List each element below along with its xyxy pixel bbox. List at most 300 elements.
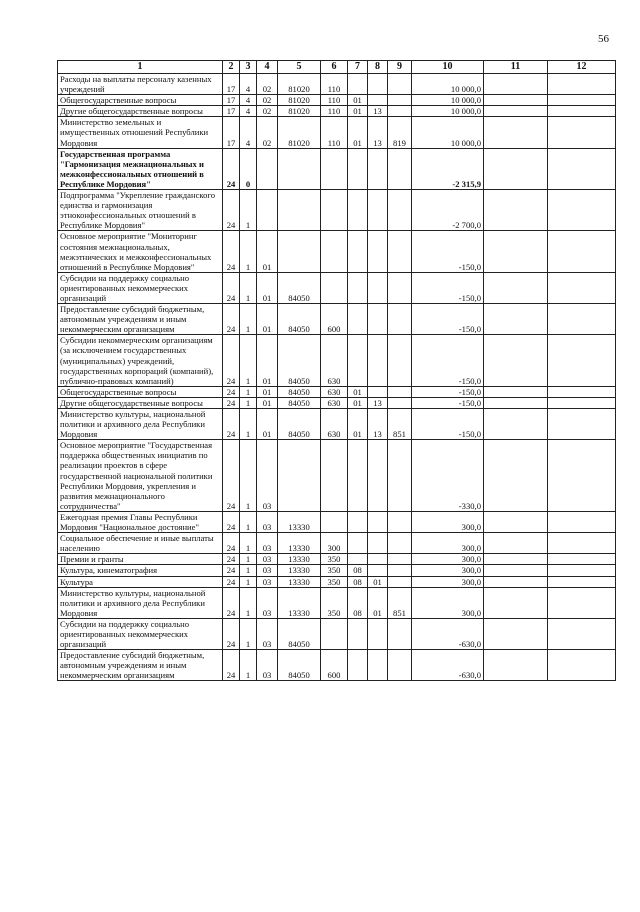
column-8-cell xyxy=(368,533,388,554)
column-header: 2 xyxy=(223,61,240,74)
column-12-cell xyxy=(548,440,616,512)
amount-cell: 10 000,0 xyxy=(412,74,484,95)
column-6-cell: 350 xyxy=(321,576,348,587)
column-3-cell: 1 xyxy=(240,231,257,272)
column-9-cell xyxy=(388,565,412,576)
column-11-cell xyxy=(484,231,548,272)
column-8-cell: 01 xyxy=(368,587,388,618)
column-2-cell: 24 xyxy=(223,587,240,618)
column-8-cell xyxy=(368,272,388,303)
column-7-cell: 08 xyxy=(348,587,368,618)
row-name: Премии и гранты xyxy=(58,554,223,565)
row-name: Субсидии на поддержку социально ориентированных некоммерческих организаций xyxy=(58,272,223,303)
column-4-cell: 01 xyxy=(257,386,278,397)
column-11-cell xyxy=(484,511,548,532)
row-name: Предоставление субсидий бюджетным, автономным учреждениям и иным некоммерческим организациям xyxy=(58,650,223,681)
column-2-cell: 17 xyxy=(223,95,240,106)
column-7-cell xyxy=(348,190,368,231)
column-12-cell xyxy=(548,533,616,554)
column-5-cell xyxy=(278,440,321,512)
column-4-cell: 02 xyxy=(257,106,278,117)
column-9-cell xyxy=(388,618,412,649)
column-12-cell xyxy=(548,304,616,335)
column-6-cell xyxy=(321,511,348,532)
amount-cell: -150,0 xyxy=(412,231,484,272)
column-2-cell: 24 xyxy=(223,304,240,335)
row-name: Субсидии на поддержку социально ориентированных некоммерческих организаций xyxy=(58,618,223,649)
column-4-cell xyxy=(257,190,278,231)
column-8-cell xyxy=(368,190,388,231)
amount-cell: -330,0 xyxy=(412,440,484,512)
column-8-cell: 13 xyxy=(368,397,388,408)
column-9-cell xyxy=(388,650,412,681)
column-8-cell xyxy=(368,304,388,335)
column-9-cell xyxy=(388,397,412,408)
column-header: 4 xyxy=(257,61,278,74)
column-4-cell xyxy=(257,148,278,189)
column-5-cell: 84050 xyxy=(278,650,321,681)
column-11-cell xyxy=(484,304,548,335)
column-6-cell xyxy=(321,440,348,512)
column-7-cell: 01 xyxy=(348,117,368,148)
column-7-cell xyxy=(348,148,368,189)
column-3-cell: 1 xyxy=(240,587,257,618)
column-11-cell xyxy=(484,618,548,649)
column-4-cell: 03 xyxy=(257,511,278,532)
column-2-cell: 24 xyxy=(223,576,240,587)
column-5-cell: 13330 xyxy=(278,587,321,618)
column-8-cell xyxy=(368,386,388,397)
column-8-cell xyxy=(368,565,388,576)
column-6-cell: 630 xyxy=(321,409,348,440)
column-11-cell xyxy=(484,533,548,554)
table-row xyxy=(58,272,616,303)
column-2-cell: 24 xyxy=(223,565,240,576)
column-11-cell xyxy=(484,117,548,148)
column-11-cell xyxy=(484,565,548,576)
column-5-cell: 13330 xyxy=(278,554,321,565)
column-12-cell xyxy=(548,511,616,532)
column-12-cell xyxy=(548,272,616,303)
column-9-cell xyxy=(388,272,412,303)
column-6-cell: 300 xyxy=(321,533,348,554)
column-2-cell: 24 xyxy=(223,440,240,512)
column-2-cell: 24 xyxy=(223,511,240,532)
column-8-cell xyxy=(368,231,388,272)
column-11-cell xyxy=(484,106,548,117)
column-5-cell xyxy=(278,190,321,231)
column-header: 6 xyxy=(321,61,348,74)
column-7-cell: 08 xyxy=(348,576,368,587)
column-12-cell xyxy=(548,190,616,231)
table-row xyxy=(58,74,616,95)
column-6-cell: 110 xyxy=(321,117,348,148)
column-11-cell xyxy=(484,272,548,303)
column-8-cell xyxy=(368,650,388,681)
table-row xyxy=(58,190,616,231)
column-5-cell xyxy=(278,148,321,189)
column-2-cell: 17 xyxy=(223,117,240,148)
budget-table xyxy=(57,60,616,681)
column-7-cell xyxy=(348,554,368,565)
column-8-cell xyxy=(368,440,388,512)
column-8-cell: 13 xyxy=(368,106,388,117)
column-2-cell: 24 xyxy=(223,618,240,649)
column-6-cell: 350 xyxy=(321,554,348,565)
column-12-cell xyxy=(548,148,616,189)
column-4-cell: 01 xyxy=(257,304,278,335)
column-7-cell xyxy=(348,618,368,649)
column-6-cell: 630 xyxy=(321,386,348,397)
column-7-cell xyxy=(348,533,368,554)
column-8-cell xyxy=(368,148,388,189)
column-3-cell: 1 xyxy=(240,618,257,649)
table-row xyxy=(58,397,616,408)
column-4-cell: 03 xyxy=(257,587,278,618)
column-header: 12 xyxy=(548,61,616,74)
column-8-cell xyxy=(368,554,388,565)
column-4-cell: 02 xyxy=(257,117,278,148)
column-4-cell: 03 xyxy=(257,565,278,576)
column-12-cell xyxy=(548,74,616,95)
column-5-cell: 81020 xyxy=(278,117,321,148)
table-row xyxy=(58,148,616,189)
row-name: Общегосударственные вопросы xyxy=(58,386,223,397)
column-11-cell xyxy=(484,576,548,587)
column-5-cell: 81020 xyxy=(278,95,321,106)
amount-cell: -2 315,9 xyxy=(412,148,484,189)
column-4-cell: 01 xyxy=(257,335,278,386)
column-3-cell: 4 xyxy=(240,95,257,106)
column-6-cell: 630 xyxy=(321,335,348,386)
column-12-cell xyxy=(548,386,616,397)
column-4-cell: 01 xyxy=(257,409,278,440)
amount-cell: -150,0 xyxy=(412,335,484,386)
column-5-cell: 13330 xyxy=(278,511,321,532)
table-row xyxy=(58,554,616,565)
column-header: 9 xyxy=(388,61,412,74)
column-4-cell: 01 xyxy=(257,272,278,303)
column-7-cell: 01 xyxy=(348,386,368,397)
row-name: Субсидии некоммерческим организациям (за исключением государственных (муниципальных) учреждений, государственных корпораций (компаний), публично-правовых компаний) xyxy=(58,335,223,386)
column-11-cell xyxy=(484,335,548,386)
row-name: Другие общегосударственные вопросы xyxy=(58,397,223,408)
amount-cell: 300,0 xyxy=(412,554,484,565)
amount-cell: 10 000,0 xyxy=(412,95,484,106)
column-2-cell: 24 xyxy=(223,148,240,189)
column-9-cell xyxy=(388,576,412,587)
row-name: Министерство культуры, национальной политики и архивного дела Республики Мордовия xyxy=(58,409,223,440)
table-row xyxy=(58,576,616,587)
column-2-cell: 24 xyxy=(223,335,240,386)
column-8-cell xyxy=(368,74,388,95)
column-2-cell: 17 xyxy=(223,106,240,117)
column-5-cell: 84050 xyxy=(278,386,321,397)
column-6-cell: 600 xyxy=(321,304,348,335)
table-row xyxy=(58,565,616,576)
column-6-cell: 600 xyxy=(321,650,348,681)
column-12-cell xyxy=(548,231,616,272)
column-2-cell: 24 xyxy=(223,190,240,231)
column-2-cell: 24 xyxy=(223,554,240,565)
column-7-cell xyxy=(348,511,368,532)
column-9-cell xyxy=(388,74,412,95)
column-11-cell xyxy=(484,554,548,565)
table-row xyxy=(58,409,616,440)
table-row xyxy=(58,587,616,618)
table-row xyxy=(58,95,616,106)
column-3-cell: 1 xyxy=(240,650,257,681)
column-4-cell: 03 xyxy=(257,576,278,587)
table-row xyxy=(58,304,616,335)
column-2-cell: 24 xyxy=(223,650,240,681)
column-3-cell: 1 xyxy=(240,511,257,532)
column-6-cell: 350 xyxy=(321,587,348,618)
column-9-cell: 851 xyxy=(388,409,412,440)
amount-cell: 300,0 xyxy=(412,587,484,618)
row-name: Социальное обеспечение и иные выплаты населению xyxy=(58,533,223,554)
column-5-cell xyxy=(278,231,321,272)
column-5-cell: 13330 xyxy=(278,576,321,587)
amount-cell: -150,0 xyxy=(412,397,484,408)
column-4-cell: 03 xyxy=(257,554,278,565)
column-11-cell xyxy=(484,148,548,189)
column-12-cell xyxy=(548,587,616,618)
column-4-cell: 02 xyxy=(257,74,278,95)
column-3-cell: 4 xyxy=(240,74,257,95)
column-7-cell: 01 xyxy=(348,95,368,106)
column-12-cell xyxy=(548,335,616,386)
column-5-cell: 13330 xyxy=(278,565,321,576)
column-7-cell xyxy=(348,231,368,272)
column-header: 5 xyxy=(278,61,321,74)
amount-cell: -150,0 xyxy=(412,304,484,335)
column-7-cell xyxy=(348,650,368,681)
column-7-cell xyxy=(348,440,368,512)
row-name: Культура xyxy=(58,576,223,587)
column-header: 1 xyxy=(58,61,223,74)
column-header: 10 xyxy=(412,61,484,74)
column-5-cell: 84050 xyxy=(278,397,321,408)
column-9-cell xyxy=(388,190,412,231)
column-12-cell xyxy=(548,95,616,106)
column-12-cell xyxy=(548,618,616,649)
column-5-cell: 84050 xyxy=(278,272,321,303)
column-9-cell xyxy=(388,386,412,397)
column-5-cell: 81020 xyxy=(278,74,321,95)
column-9-cell xyxy=(388,533,412,554)
column-9-cell: 819 xyxy=(388,117,412,148)
column-9-cell xyxy=(388,231,412,272)
column-5-cell: 84050 xyxy=(278,304,321,335)
column-2-cell: 17 xyxy=(223,74,240,95)
row-name: Ежегодная премия Главы Республики Мордовия "Национальное достояние" xyxy=(58,511,223,532)
column-6-cell xyxy=(321,148,348,189)
table-row xyxy=(58,231,616,272)
column-3-cell: 1 xyxy=(240,386,257,397)
column-11-cell xyxy=(484,587,548,618)
column-header: 8 xyxy=(368,61,388,74)
table-row xyxy=(58,106,616,117)
column-5-cell: 81020 xyxy=(278,106,321,117)
column-9-cell xyxy=(388,95,412,106)
column-9-cell xyxy=(388,440,412,512)
column-12-cell xyxy=(548,565,616,576)
column-5-cell: 13330 xyxy=(278,533,321,554)
column-9-cell xyxy=(388,148,412,189)
column-3-cell: 1 xyxy=(240,190,257,231)
column-9-cell xyxy=(388,304,412,335)
column-6-cell xyxy=(321,231,348,272)
column-6-cell xyxy=(321,618,348,649)
table-row xyxy=(58,618,616,649)
column-7-cell: 08 xyxy=(348,565,368,576)
column-7-cell: 01 xyxy=(348,397,368,408)
column-3-cell: 1 xyxy=(240,272,257,303)
column-2-cell: 24 xyxy=(223,231,240,272)
column-12-cell xyxy=(548,409,616,440)
column-9-cell xyxy=(388,106,412,117)
column-2-cell: 24 xyxy=(223,397,240,408)
column-8-cell: 13 xyxy=(368,409,388,440)
column-8-cell xyxy=(368,511,388,532)
amount-cell: -150,0 xyxy=(412,386,484,397)
amount-cell: 10 000,0 xyxy=(412,117,484,148)
table-row xyxy=(58,386,616,397)
amount-cell: -630,0 xyxy=(412,650,484,681)
column-11-cell xyxy=(484,74,548,95)
column-7-cell xyxy=(348,74,368,95)
column-11-cell xyxy=(484,95,548,106)
column-8-cell xyxy=(368,95,388,106)
amount-cell: -150,0 xyxy=(412,409,484,440)
column-2-cell: 24 xyxy=(223,409,240,440)
column-8-cell: 01 xyxy=(368,576,388,587)
amount-cell: 300,0 xyxy=(412,565,484,576)
amount-cell: -150,0 xyxy=(412,272,484,303)
column-7-cell: 01 xyxy=(348,106,368,117)
column-6-cell xyxy=(321,272,348,303)
column-3-cell: 1 xyxy=(240,533,257,554)
column-11-cell xyxy=(484,386,548,397)
row-name: Основное мероприятие "Мониторинг состояния межнациональных, межэтнических и межконфессиональных отношений в Республике Мордовия" xyxy=(58,231,223,272)
column-11-cell xyxy=(484,190,548,231)
row-name: Другие общегосударственные вопросы xyxy=(58,106,223,117)
column-3-cell: 1 xyxy=(240,565,257,576)
row-name: Культура, кинематография xyxy=(58,565,223,576)
column-header: 3 xyxy=(240,61,257,74)
table-row xyxy=(58,511,616,532)
column-5-cell: 84050 xyxy=(278,409,321,440)
column-7-cell xyxy=(348,335,368,386)
row-name: Предоставление субсидий бюджетным, автономным учреждениям и иным некоммерческим организациям xyxy=(58,304,223,335)
column-3-cell: 1 xyxy=(240,576,257,587)
column-9-cell xyxy=(388,554,412,565)
row-name: Общегосударственные вопросы xyxy=(58,95,223,106)
column-12-cell xyxy=(548,117,616,148)
column-3-cell: 4 xyxy=(240,117,257,148)
column-11-cell xyxy=(484,409,548,440)
column-3-cell: 0 xyxy=(240,148,257,189)
table-row xyxy=(58,533,616,554)
amount-cell: 300,0 xyxy=(412,576,484,587)
column-12-cell xyxy=(548,554,616,565)
column-6-cell: 110 xyxy=(321,95,348,106)
column-7-cell xyxy=(348,304,368,335)
amount-cell: -2 700,0 xyxy=(412,190,484,231)
column-9-cell xyxy=(388,335,412,386)
column-12-cell xyxy=(548,397,616,408)
column-8-cell xyxy=(368,618,388,649)
column-header: 7 xyxy=(348,61,368,74)
column-8-cell xyxy=(368,335,388,386)
column-6-cell: 110 xyxy=(321,106,348,117)
column-4-cell: 03 xyxy=(257,650,278,681)
column-6-cell: 110 xyxy=(321,74,348,95)
column-header: 11 xyxy=(484,61,548,74)
column-3-cell: 1 xyxy=(240,304,257,335)
column-9-cell: 851 xyxy=(388,587,412,618)
column-6-cell: 630 xyxy=(321,397,348,408)
column-7-cell: 01 xyxy=(348,409,368,440)
amount-cell: 10 000,0 xyxy=(412,106,484,117)
amount-cell: 300,0 xyxy=(412,533,484,554)
column-4-cell: 03 xyxy=(257,533,278,554)
column-2-cell: 24 xyxy=(223,533,240,554)
column-5-cell: 84050 xyxy=(278,335,321,386)
column-9-cell xyxy=(388,511,412,532)
row-name: Государственная программа "Гармонизация межнациональных и межконфессиональных отношений в Республике Мордовия" xyxy=(58,148,223,189)
row-name: Подпрограмма "Укрепление гражданского единства и гармонизация этноконфессиональных отношений в Республике Мордовия" xyxy=(58,190,223,231)
column-4-cell: 02 xyxy=(257,95,278,106)
column-3-cell: 1 xyxy=(240,335,257,386)
column-2-cell: 24 xyxy=(223,386,240,397)
column-4-cell: 03 xyxy=(257,440,278,512)
row-name: Министерство культуры, национальной политики и архивного дела Республики Мордовия xyxy=(58,587,223,618)
table-row xyxy=(58,335,616,386)
column-6-cell: 350 xyxy=(321,565,348,576)
column-3-cell: 1 xyxy=(240,440,257,512)
column-3-cell: 1 xyxy=(240,409,257,440)
row-name: Расходы на выплаты персоналу казенных учреждений xyxy=(58,74,223,95)
column-11-cell xyxy=(484,650,548,681)
column-3-cell: 1 xyxy=(240,397,257,408)
column-11-cell xyxy=(484,397,548,408)
row-name: Основное мероприятие "Государственная поддержка общественных инициатив по реализации проектов в сфере государственной национальной политики Республики Мордовия, укрепления и развития межнационального сотрудничества" xyxy=(58,440,223,512)
page-number: 56 xyxy=(598,33,609,45)
column-8-cell: 13 xyxy=(368,117,388,148)
column-4-cell: 03 xyxy=(257,618,278,649)
column-12-cell xyxy=(548,106,616,117)
column-11-cell xyxy=(484,440,548,512)
column-6-cell xyxy=(321,190,348,231)
column-12-cell xyxy=(548,650,616,681)
amount-cell: 300,0 xyxy=(412,511,484,532)
column-12-cell xyxy=(548,576,616,587)
column-2-cell: 24 xyxy=(223,272,240,303)
table-header-row xyxy=(58,61,616,74)
row-name: Министерство земельных и имущественных отношений Республики Мордовия xyxy=(58,117,223,148)
column-4-cell: 01 xyxy=(257,231,278,272)
amount-cell: -630,0 xyxy=(412,618,484,649)
column-7-cell xyxy=(348,272,368,303)
column-3-cell: 4 xyxy=(240,106,257,117)
table-row xyxy=(58,440,616,512)
column-4-cell: 01 xyxy=(257,397,278,408)
table-row xyxy=(58,650,616,681)
column-5-cell: 84050 xyxy=(278,618,321,649)
column-3-cell: 1 xyxy=(240,554,257,565)
